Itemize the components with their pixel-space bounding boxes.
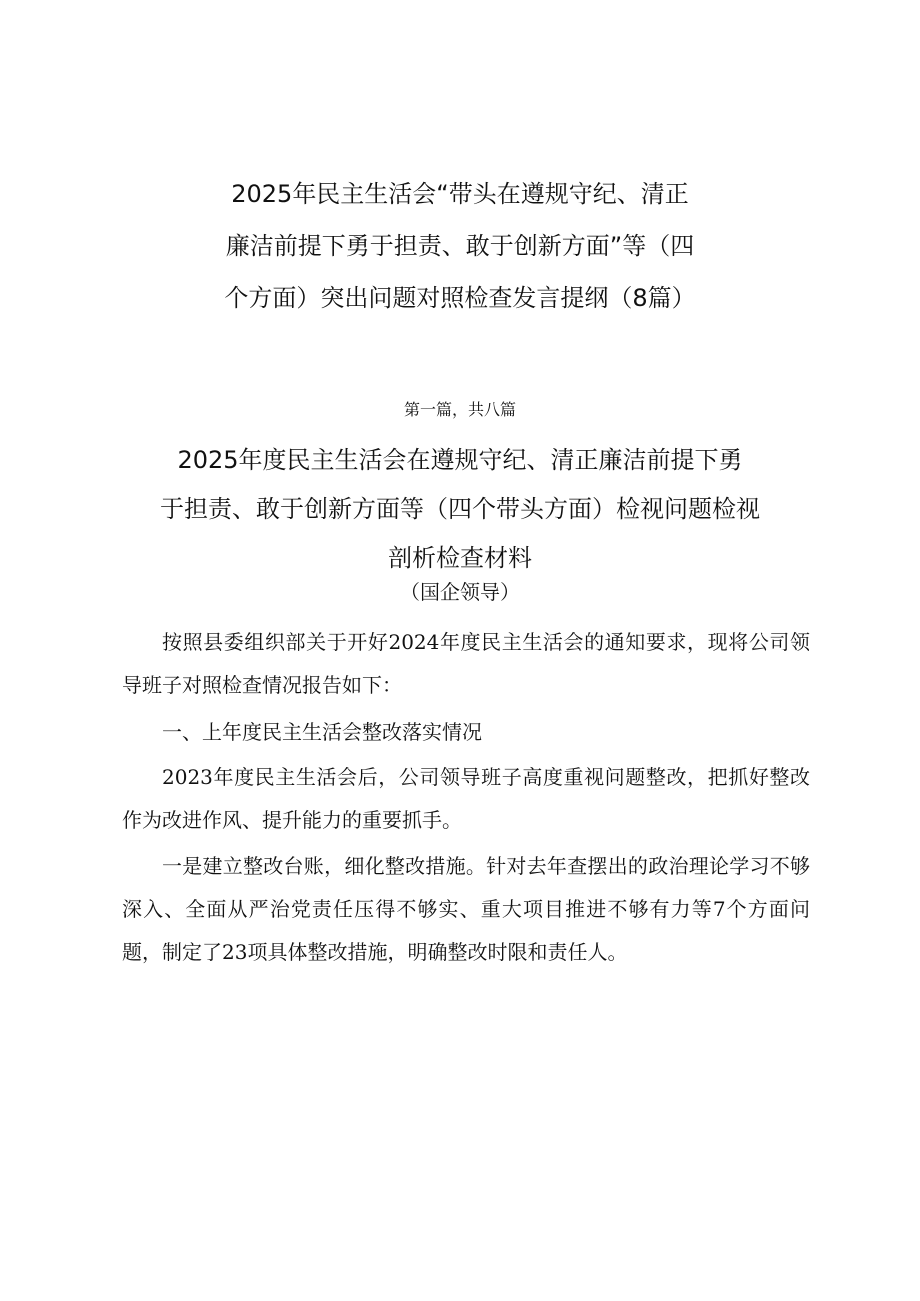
main-title-line: 2025年民主生活会“带头在遵规守纪、清正 [231, 180, 689, 208]
main-title-line: 个方面）突出问题对照检查发言提纲（8篇） [224, 284, 696, 312]
article-title-line: 2025年度民主生活会在遵规守纪、清正廉洁前提下勇 [177, 446, 743, 474]
article-title-line: 于担责、敢于创新方面等（四个带头方面）检视问题检视 [160, 495, 760, 523]
article-title [100, 436, 820, 583]
main-title [120, 168, 800, 324]
body-paragraph: 2023年度民主生活会后，公司领导班子高度重视问题整改，把抓好整改作为改进作风、提升能力的重要抓手。 [122, 765, 810, 832]
article-title-line: 剖析检查材料 [388, 544, 532, 572]
main-title-line: 廉洁前提下勇于担责、敢于创新方面”等（四 [225, 232, 695, 260]
intro-paragraph: 按照县委组织部关于开好2024年度民主生活会的通知要求，现将公司领导班子对照检查情况报告如下： [122, 630, 810, 697]
body-paragraph: 一是建立整改台账，细化整改措施。针对去年查摆出的政治理论学习不够深入、全面从严治党责任压得不够实、重大项目推进不够有力等7个方面问题，制定了23项具体整改措施，明确整改时限和责任人。 [122, 854, 810, 964]
article-subtitle: （国企领导） [400, 580, 520, 604]
series-label: 第一篇，共八篇 [403, 400, 516, 419]
section-heading: 一、上年度民主生活会整改落实情况 [162, 720, 482, 744]
